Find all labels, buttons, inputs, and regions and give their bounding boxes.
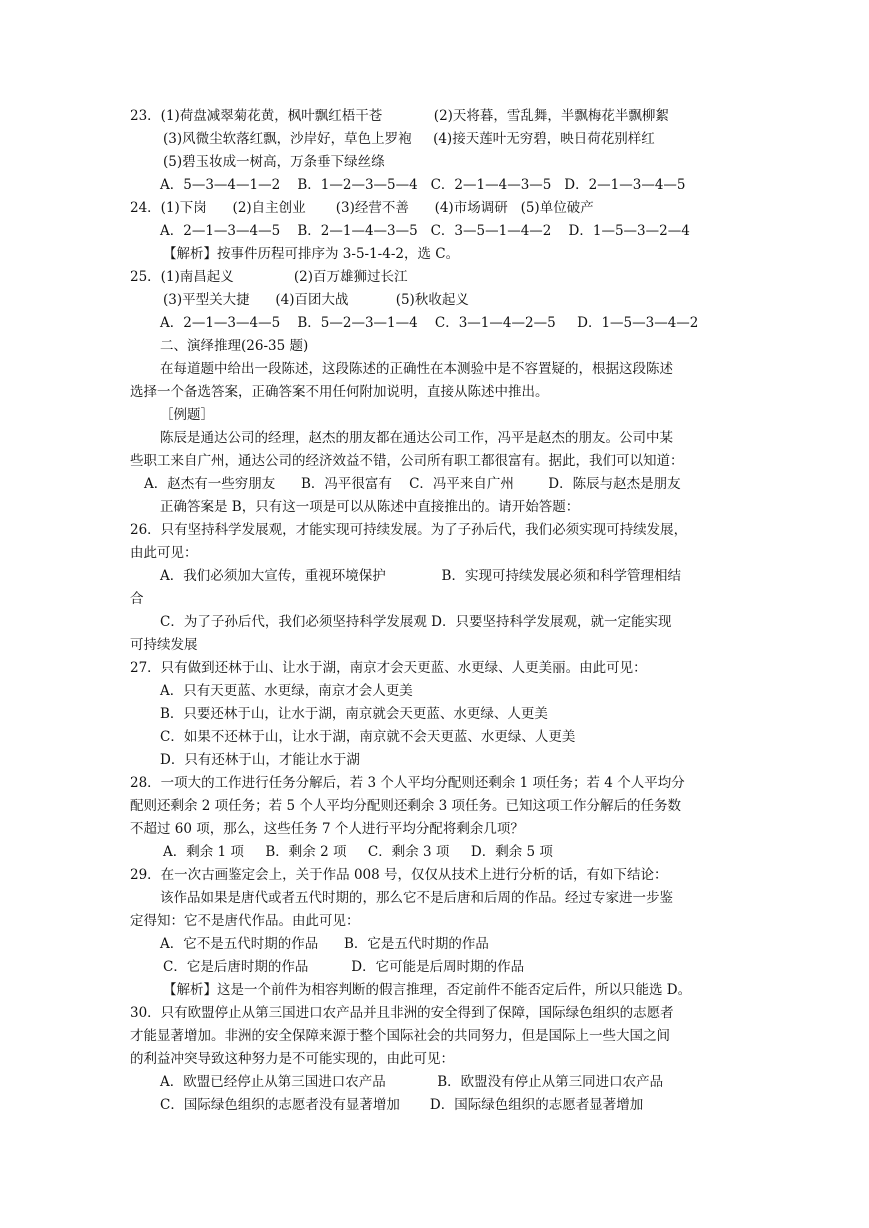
q30-options-ab: A．欧盟已经停止从第三国进口农产品 B．欧盟没有停止从第三同进口农产品 bbox=[160, 1074, 664, 1090]
q26-line-2: 由此可见： bbox=[130, 545, 198, 561]
q27-option-b: B．只要还林于山，让水于湖，南京就会天更蓝、水更绿、人更美 bbox=[160, 706, 548, 722]
q29-options-ab: A．它不是五代时期的作品 B．它是五代时期的作品 bbox=[160, 936, 489, 952]
q23-options: A．5—3—4—1—2 B．1—2—3—5—4 C．2—1—4—3—5 D．2—1—3—4—5 bbox=[160, 177, 686, 193]
q24-analysis: 【解析】按事件历程可排序为 3-5-1-4-2，选 C。 bbox=[163, 246, 460, 262]
q23-line-1: 23．(1)荷盘减翠菊花黄，枫叶飘红梧干苍 (2)天将暮，雪乱舞，半飘梅花半飘柳絮 bbox=[130, 108, 669, 124]
q26-options-cd-cont: 可持续发展 bbox=[130, 637, 198, 653]
q24-line-1: 24．(1)下岗 (2)自主创业 (3)经营不善 (4)市场调研 (5)单位破产 bbox=[130, 200, 594, 216]
q29-analysis: 【解析】这是一个前件为相容判断的假言推理，否定前件不能否定后件，所以只能选 D。 bbox=[163, 982, 692, 998]
q25-line-1: 25．(1)南昌起义 (2)百万雄狮过长江 bbox=[130, 269, 408, 285]
q28-line-1: 28．一项大的工作进行任务分解后，若 3 个人平均分配则还剩余 1 项任务；若 4 个人平均分 bbox=[130, 775, 685, 791]
instructions-line-1: 在每道题中给出一段陈述，这段陈述的正确性在本测验中是不容置疑的，根据这段陈述 bbox=[160, 361, 673, 377]
q26-options-ab-cont: 合 bbox=[130, 591, 144, 607]
q23-line-2: (3)风微尘软落红飘，沙岸好，草色上罗袍 (4)接天莲叶无穷碧，映日荷花别样红 bbox=[163, 131, 655, 147]
q30-line-3: 的利益冲突导致这种努力是不可能实现的，由此可见： bbox=[130, 1051, 454, 1067]
example-options: A．赵杰有一些穷朋友 B．冯平很富有 C．冯平来自广州 D．陈辰与赵杰是朋友 bbox=[144, 476, 681, 492]
q24-options: A．2—1—3—4—5 B．2—1—4—3—5 C．3—5—1—4—2 D．1—5—3—2—4 bbox=[160, 223, 690, 239]
section-heading: 二、演绎推理(26-35 题) bbox=[160, 338, 309, 354]
q30-line-2: 才能显著增加。非洲的安全保障来源于整个国际社会的共同努力，但是国际上一些大国之间 bbox=[130, 1028, 670, 1044]
q29-line-2: 该作品如果是唐代或者五代时期的，那么它不是后唐和后周的作品。经过专家进一步鉴 bbox=[160, 890, 673, 906]
q28-line-2: 配则还剩余 2 项任务；若 5 个人平均分配则还剩余 3 项任务。已知这项工作分解后的任务数 bbox=[130, 798, 682, 814]
q26-line-1: 26．只有坚持科学发展观，才能实现可持续发展。为了子孙后代，我们必须实现可持续发展， bbox=[130, 522, 688, 538]
q23-line-3: (5)碧玉妆成一树高，万条垂下绿丝绦 bbox=[163, 154, 385, 170]
example-line-1: 陈辰是通达公司的经理，赵杰的朋友都在通达公司工作，冯平是赵杰的朋友。公司中某 bbox=[160, 430, 673, 446]
q25-line-2: (3)平型关大捷 (4)百团大战 (5)秋收起义 bbox=[163, 292, 469, 308]
q30-line-1: 30．只有欧盟停止从第三国进口农产品并且非洲的安全得到了保障，国际绿色组织的志愿者 bbox=[130, 1005, 674, 1021]
q27-option-c: C．如果不还林于山，让水于湖，南京就不会天更蓝、水更绿、人更美 bbox=[160, 729, 576, 745]
q27-option-d: D．只有还林于山，才能让水于湖 bbox=[160, 752, 360, 768]
q26-options-ab: A．我们必须加大宣传，重视环境保护 B．实现可持续发展必须和科学管理相结 bbox=[160, 568, 681, 584]
q27-line-1: 27．只有做到还林于山、让水于湖，南京才会天更蓝、水更绿、人更美丽。由此可见： bbox=[130, 660, 647, 676]
q27-option-a: A．只有天更蓝、水更绿，南京才会人更美 bbox=[160, 683, 413, 699]
q30-options-cd: C．国际绿色组织的志愿者没有显著增加 D．国际绿色组织的志愿者显著增加 bbox=[160, 1097, 644, 1113]
q29-line-1: 29．在一次古画鉴定会上，关于作品 008 号，仅仅从技术上进行分析的话，有如下结论： bbox=[130, 867, 668, 883]
q28-line-3: 不超过 60 项，那么，这些任务 7 个人进行平均分配将剩余几项？ bbox=[130, 821, 524, 837]
instructions-line-2: 选择一个备选答案，正确答案不用任何附加说明，直接从陈述中推出。 bbox=[130, 384, 549, 400]
q26-options-cd: C．为了子孙后代，我们必须坚持科学发展观 D．只要坚持科学发展观，就一定能实现 bbox=[160, 614, 672, 630]
q29-line-3: 定得知：它不是唐代作品。由此可见： bbox=[130, 913, 360, 929]
example-heading: ［例题］ bbox=[160, 407, 214, 423]
q28-options: A．剩余 1 项 B．剩余 2 项 C．剩余 3 项 D．剩余 5 项 bbox=[163, 844, 553, 860]
example-answer: 正确答案是 B，只有这一项是可以从陈述中直接推出的。请开始答题： bbox=[160, 499, 580, 515]
q25-options: A．2—1—3—4—5 B．5—2—3—1—4 C．3—1—4—2—5 D．1—5—3—4—2 bbox=[160, 315, 699, 331]
example-line-2: 些职工来自广州，通达公司的经济效益不错，公司所有职工都很富有。据此，我们可以知道： bbox=[130, 453, 684, 469]
q29-options-cd: C．它是后唐时期的作品 D．它可能是后周时期的作品 bbox=[163, 959, 525, 975]
